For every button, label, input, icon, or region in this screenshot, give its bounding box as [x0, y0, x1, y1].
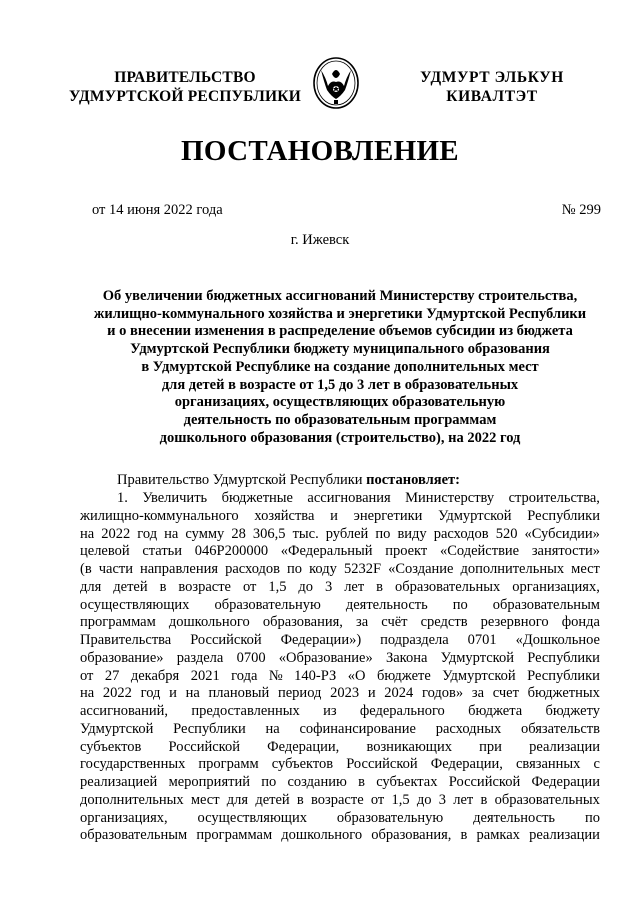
document-city: г. Ижевск [290, 232, 350, 248]
government-name-udmurt [392, 68, 592, 106]
header-left-line-1: ПРАВИТЕЛЬСТВО [114, 69, 256, 86]
body-line: дополнительных мест для детей в возрасте от 1,5 до 3 лет в образовательных [80, 791, 600, 808]
body-line: для детей в возрасте от 1,5 до 3 лет в образовательных организациях, [80, 578, 600, 595]
body-line: на 2022 год на сумму 28 306,5 тыс. рублей по виду расходов 520 «Субсидии» [80, 525, 600, 542]
body-line: (в части направления расходов по коду 5232F «Создание дополнительных мест [80, 561, 600, 577]
header-right-line-1: УДМУРТ ЭЛЬКУН [420, 69, 564, 86]
body-line: образование» раздела 0700 «Образование» Закона Удмуртской Республики [80, 649, 600, 666]
subject-line: для детей в возрасте от 1,5 до 3 лет в образовательных [161, 376, 519, 393]
body-line: жилищно-коммунального хозяйства и энергетики Удмуртской Республики [80, 507, 600, 524]
subject-line: и о внесении изменения в распределение объемов субсидии из бюджета [107, 323, 573, 340]
coat-of-arms-udmurtia-icon [312, 56, 360, 110]
document-title: ПОСТАНОВЛЕНИЕ [181, 135, 459, 167]
body-line: образовательным программам дошкольного образования, в рамках реализации [80, 827, 600, 844]
body-line: целевой статьи 046P200000 «Федеральный проект «Содействие занятости» [80, 543, 600, 560]
subject-line: в Удмуртской Республике на создание дополнительных мест [141, 358, 539, 375]
document-date: от 14 июня 2022 года [92, 202, 223, 218]
document-number: № 299 [561, 202, 601, 218]
government-name-russian [60, 68, 310, 106]
body-line: на 2022 год и на плановый период 2023 и 2024 годов» за счет бюджетных [80, 685, 600, 702]
header-left-line-2: УДМУРТСКОЙ РЕСПУБЛИКИ [69, 88, 301, 105]
body-line: от 27 декабря 2021 года № 140-РЗ «О бюджете Удмуртской Республики [80, 667, 600, 684]
body-line: ассигнований, предоставленных из федерального бюджета бюджету [80, 703, 600, 719]
body-line: 1. Увеличить бюджетные ассигнования Министерству строительства, [117, 490, 600, 506]
body-line: реализацией мероприятий по созданию в субъектах Российской Федерации [80, 774, 600, 790]
body-line: осуществляющих образовательную деятельность по образовательным [80, 596, 600, 613]
subject-line: деятельность по образовательным программам [183, 411, 497, 428]
subject-line: жилищно-коммунального хозяйства и энергетики Удмуртской Республики [93, 305, 587, 322]
resolution-intro [117, 472, 460, 489]
subject-line: Удмуртской Республики бюджету муниципального образования [130, 341, 550, 358]
intro-verb: постановляет: [366, 472, 460, 488]
body-line: субъектов Российской Федерации, возникающих при реализации [80, 738, 600, 755]
document-subject [80, 288, 600, 447]
subject-line: организациях, осуществляющих образовательную [174, 394, 506, 411]
body-line: Правительства Российской Федерации») подраздела 0701 «Дошкольное [80, 632, 600, 648]
subject-line: Об увеличении бюджетных ассигнований Министерству строительства, [102, 288, 578, 304]
document-body [80, 490, 600, 845]
subject-line: дошкольного образования (строительство), на 2022 год [159, 429, 521, 446]
body-line: организациях, осуществляющих образовательную деятельность по [80, 809, 600, 826]
intro-text: Правительство Удмуртской Республики [117, 472, 363, 488]
body-line: программам дошкольного образования, за счёт средств резервного фонда [80, 614, 600, 631]
header-right-line-2: КИВАЛТЭТ [446, 88, 538, 105]
body-line: государственных программ субъектов Российской Федерации, связанных с [80, 756, 600, 773]
body-line: Удмуртской Республики на софинансирование расходных обязательств [80, 720, 600, 737]
